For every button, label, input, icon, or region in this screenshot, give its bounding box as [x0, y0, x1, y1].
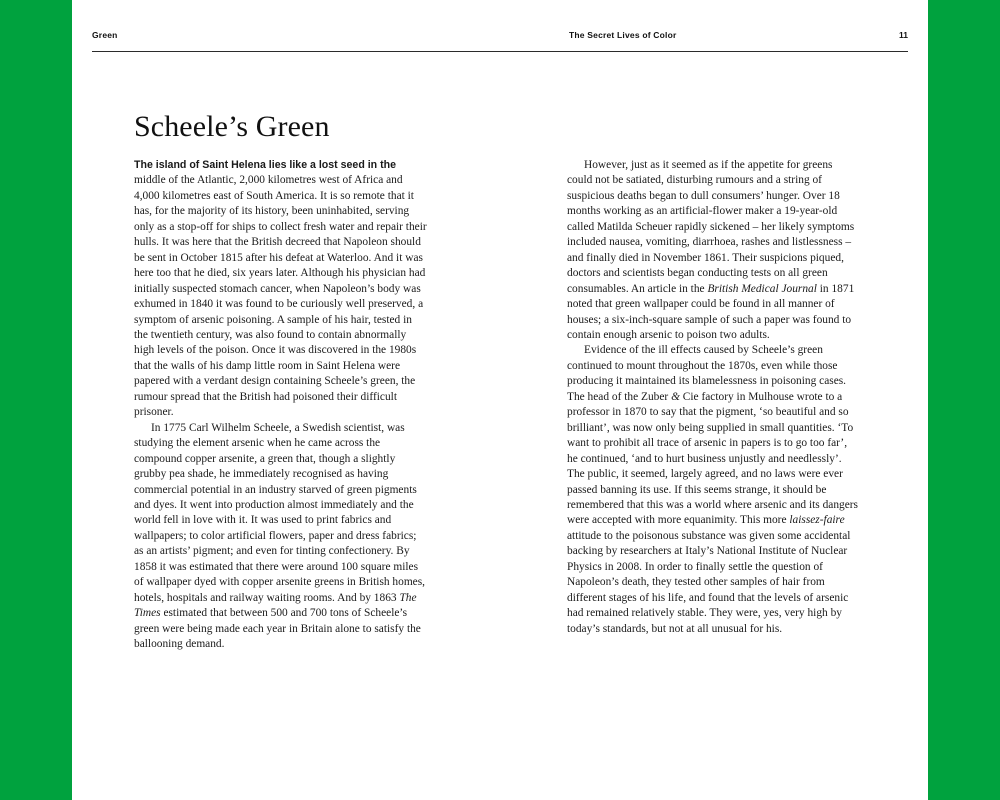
- paragraph-left-1-body: middle of the Atlantic, 2,000 kilometres west of Africa and 4,000 kilometres east of South America. It is so remote that it has, for the majority of its history, been uninhabited, serving only as a stop-off for ships to collect fresh water and repair their hulls. It was here that the British decreed that Napoleon should be sent in October 1815 after his defeat at Waterloo. And it was here too that he died, six years later. Although his physician had initially suspected stomach cancer, when Napoleon’s body was exhumed in 1840 it was found to be curiously well preserved, a symptom of arsenic poisoning. A sample of his hair, tested in the twentieth century, was also found to contain abnormally high levels of the poison. Once it was discovered in the 1980s that the walls of his damp little room in Saint Helena were papered with a verdant design containing Scheele’s green, the rumour spread that the British had poisoned their difficult prisoner.: [134, 174, 427, 419]
- paragraph-right-2-body: Evidence of the ill effects caused by Scheele’s green continued to mount throughout the 1870s, even while those producing it maintained its blamelessness in poisoning cases. The head of the Zuber: [567, 344, 847, 403]
- paragraph-left-2-italic: The Times: [134, 591, 417, 620]
- paragraph-right-2-mid: Cie factory in Mulhouse wrote to a professor in 1870 to say that the pigment, ‘so beautiful and so brilliant’, was now only being supplied in small quantities. ‘To want to prohibit all trace of arsenic in papers is to go too far’, he continued, ‘and to hurt business unjustly and needlessly’. The public, it seemed, largely agreed, and no laws were ever passed banning its use. If this seems strange, it should be remembered that this was a world where arsenic and its dangers were accepted with more equanimity. This more: [567, 390, 858, 527]
- running-head: [92, 30, 908, 52]
- book-page: [72, 0, 928, 800]
- column-left: [134, 158, 427, 653]
- paragraph-right-1: [567, 158, 860, 343]
- paragraph-left-2: [134, 421, 427, 653]
- page-number: 11: [899, 30, 908, 40]
- lead-in-text: The island of Saint Helena lies like a lost seed in the: [134, 159, 396, 171]
- running-head-title: The Secret Lives of Color: [569, 30, 677, 40]
- column-right: [567, 158, 860, 637]
- paragraph-right-2: [567, 343, 860, 637]
- paragraph-right-1-body: However, just as it seemed as if the appetite for greens could not be satiated, disturbing rumours and a string of suspicious deaths began to dull consumers’ hunger. Over 18 months working as an artificial-flower maker a 19-year-old called Matilda Scheuer rapidly sickened – her likely symptoms included nausea, vomiting, diarrhoea, rashes and listlessness – and finally died in November 1861. Their suspicions piqued, doctors and scientists began conducting tests on all green consumables. An article in the: [567, 159, 855, 295]
- paragraph-left-2-body: In 1775 Carl Wilhelm Scheele, a Swedish scientist, was studying the element arsenic when he came across the compound copper arsenite, a green that, though a slightly grubby pea shade, he immediately recognised as having commercial potential in an industry starved of green pigments and dyes. It went into production almost immediately and the world fell in love with it. It was used to print fabrics and wallpapers; to color artificial flowers, paper and dress fabrics; as an artists’ pigment; and even for tinting confectionery. By 1858 it was estimated that there were around 100 square miles of wallpaper dyed with copper arsenite greens in British homes, hotels, hospitals and railway waiting rooms. And by 1863: [134, 421, 426, 604]
- paragraph-right-1-italic: British Medical Journal: [707, 282, 817, 295]
- running-head-section: Green: [92, 30, 118, 40]
- ampersand-glyph: &: [671, 390, 680, 403]
- paragraph-left-1: [134, 158, 427, 421]
- page-content: [72, 0, 928, 800]
- paragraph-right-1-end: in 1871 noted that green wallpaper could be found in all manner of houses; a six-inch-square sample of such a paper was found to contain enough arsenic to poison two adults.: [567, 282, 855, 341]
- paragraph-right-2-end: attitude to the poisonous substance was given some accidental backing by researchers at Italy’s National Institute of Nuclear Physics in 2008. In order to finally settle the question of Napoleon’s death, they tested other samples of hair from different stages of his life, and found that the levels of arsenic had remained relatively stable. They were, yes, very high by today’s standards, but not at all unusual for his.: [567, 529, 851, 635]
- paragraph-left-2-end: estimated that between 500 and 700 tons of Scheele’s green were being made each year in Britain alone to satisfy the ballooning demand.: [134, 607, 421, 651]
- paragraph-right-2-italic: laissez-faire: [789, 514, 845, 527]
- page-title: Scheele’s Green: [134, 110, 330, 144]
